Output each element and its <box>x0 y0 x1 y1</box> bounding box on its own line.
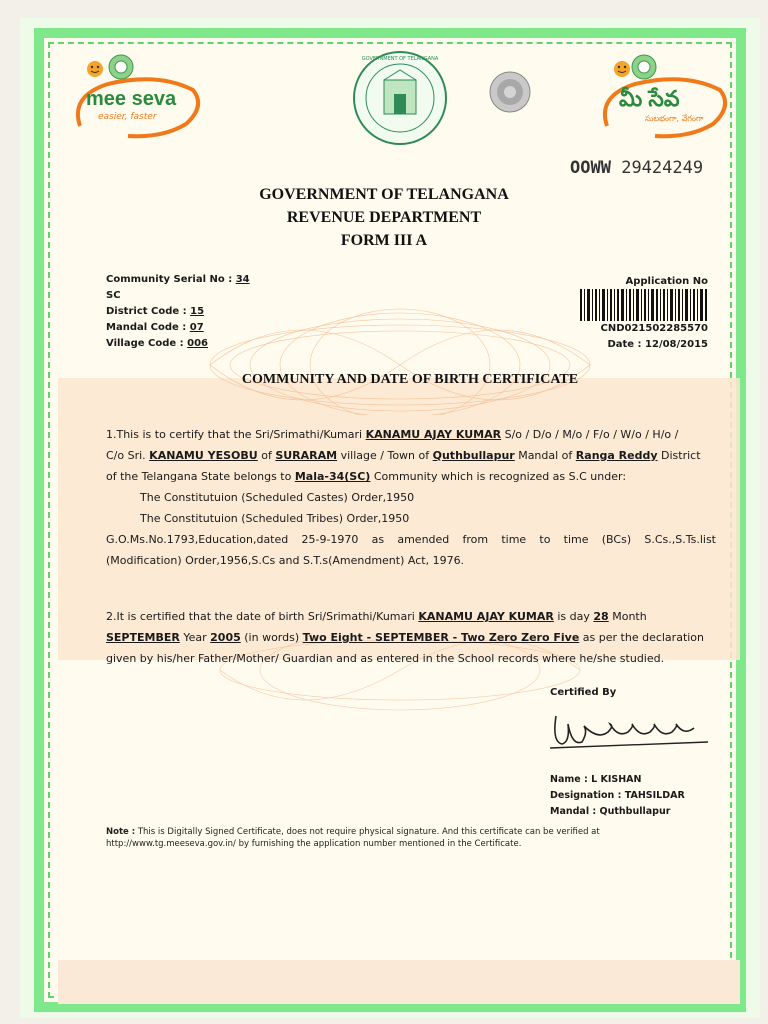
certified-by-label: Certified By <box>550 687 617 698</box>
logo-left-name: mee seva <box>86 88 177 110</box>
guilloche-pattern <box>190 285 610 415</box>
para1-line3: of the Telangana State belongs to Mala-34(SC) Community which is recognized as S.C under: <box>106 470 627 483</box>
mandal-code-row: Mandal Code : 07 <box>106 322 204 333</box>
left-info <box>106 272 250 352</box>
birth-month: SEPTEMBER <box>106 631 180 644</box>
para2-line1: 2.It is certified that the date of birth Sri/Srimathi/Kumari KANAMU AJAY KUMAR is day 28 Month <box>106 610 647 623</box>
para1-line1: 1.This is to certify that the Sri/Srimathi/Kumari KANAMU AJAY KUMAR S/o / D/o / M/o / F/o / W/o / H/o / <box>106 428 679 441</box>
village-name: SURARAM <box>275 449 338 462</box>
community-serial-row: Community Serial No : 34 <box>106 274 250 285</box>
signatory-designation-row: Designation : TAHSILDAR <box>550 790 685 801</box>
dob-in-words: Two Eight - SEPTEMBER - Two Zero Zero Five <box>302 631 580 644</box>
community-name: Mala-34(SC) <box>294 470 371 483</box>
birth-day: 28 <box>593 610 609 623</box>
logo-left-tagline: easier, faster <box>98 112 157 122</box>
order-2: The Constitutuion (Scheduled Tribes) Order,1950 <box>140 512 410 525</box>
signature <box>548 702 716 758</box>
birth-year: 2005 <box>210 631 241 644</box>
signatory-name-row: Name : L KISHAN <box>550 774 642 785</box>
signatory-designation: TAHSILDAR <box>624 790 685 801</box>
district-code-value: 15 <box>190 306 205 317</box>
header-line1: GOVERNMENT OF TELANGANA <box>259 186 509 203</box>
para2-line3: given by his/her Father/Mother/ Guardian and as entered in the School records where he/she studied. <box>106 652 665 665</box>
note-line2: http://www.tg.meeseva.gov.in/ by furnishing the application number mentioned in the Certificate. <box>106 839 522 849</box>
district-code-row: District Code : 15 <box>106 306 205 317</box>
hologram-icon <box>488 70 532 114</box>
signatory-mandal: Quthbullapur <box>599 806 671 817</box>
community-serial-value: 34 <box>235 274 250 285</box>
note-line1: Note : This is Digitally Signed Certificate, does not require physical signature. And this certificate can be verified at <box>106 827 600 837</box>
mee-seva-logo-left <box>68 52 208 142</box>
village-code-row: Village Code : 006 <box>106 338 209 349</box>
certificate-title: COMMUNITY AND DATE OF BIRTH CERTIFICATE <box>241 372 579 387</box>
district-name: Ranga Reddy <box>575 449 658 462</box>
candidate-name: KANAMU AJAY KUMAR <box>365 428 502 441</box>
go-line-1: G.O.Ms.No.1793,Education,dated 25-9-1970 as amended from time to time (BCs) S.Cs.,S.Ts.list <box>106 533 716 546</box>
signatory-mandal-row: Mandal : Quthbullapur <box>550 806 671 817</box>
telangana-seal <box>350 50 450 146</box>
issue-date-value: 12/08/2015 <box>645 339 708 350</box>
paragraph-2 <box>106 606 716 669</box>
town-name: Quthbullapur <box>432 449 515 462</box>
order-1: The Constitutuion (Scheduled Castes) Order,1950 <box>140 491 415 504</box>
mandal-code-value: 07 <box>189 322 204 333</box>
barcode-icon <box>580 289 708 321</box>
village-code-value: 006 <box>187 338 209 349</box>
seal-text: GOVERNMENT OF TELANGANA <box>361 56 439 62</box>
mee-seva-logo-right <box>595 52 735 142</box>
para2-line2: SEPTEMBER Year 2005 (in words) Two Eight - SEPTEMBER - Two Zero Zero Five as per the declaration <box>106 631 705 644</box>
paragraph-1 <box>106 424 716 571</box>
header-line3: FORM III A <box>340 232 428 249</box>
signatory-details <box>550 772 685 820</box>
category: SC <box>106 290 121 301</box>
dob-candidate-name: KANAMU AJAY KUMAR <box>418 610 554 623</box>
header-line2: REVENUE DEPARTMENT <box>286 209 482 226</box>
para1-line2: C/o Sri. KANAMU YESOBU of SURARAM village / Town of Quthbullapur Mandal of Ranga Reddy District <box>106 449 701 462</box>
serial-digits: 29424249 <box>621 158 704 178</box>
serial-prefix: OOWW <box>570 158 611 178</box>
note <box>106 826 726 850</box>
issue-date: Date : 12/08/2015 <box>607 339 708 350</box>
application-label: Application No <box>625 276 708 287</box>
footer-band <box>58 960 740 1004</box>
go-line-2: (Modification) Order,1956,S.Cs and S.T.s(Amendment) Act, 1976. <box>106 554 465 567</box>
father-name: KANAMU YESOBU <box>149 449 258 462</box>
signatory-name: L KISHAN <box>591 774 642 785</box>
application-number: CND021502285570 <box>600 323 708 334</box>
serial-number <box>570 158 703 178</box>
logo-right-tagline: సులభంగా, వేగంగా <box>645 114 704 123</box>
logo-right-name: మీ సేవ <box>619 86 680 111</box>
